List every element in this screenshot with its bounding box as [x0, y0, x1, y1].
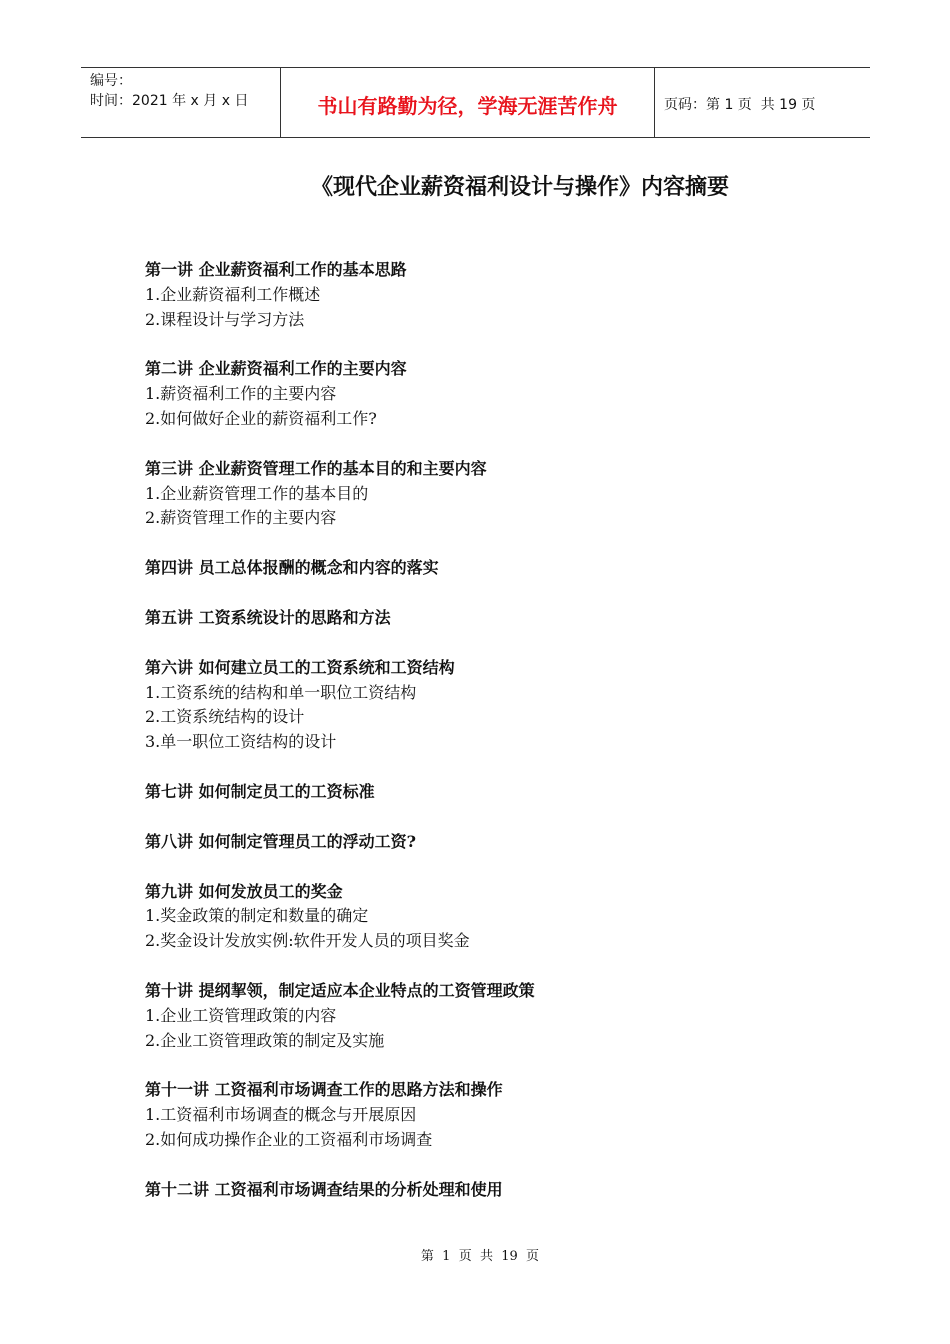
lecture-section	[145, 357, 845, 431]
document-number-label: 编号：	[90, 73, 132, 89]
lecture-section	[145, 830, 845, 855]
lecture-item: 2.薪资管理工作的主要内容	[145, 508, 337, 528]
lecture-item: 1.薪资福利工作的主要内容	[145, 384, 337, 404]
lecture-section	[145, 258, 845, 332]
lecture-section	[145, 1078, 845, 1152]
lecture-title: 第十二讲 工资福利市场调查结果的分析处理和使用	[145, 1179, 503, 1199]
lecture-section	[145, 979, 845, 1053]
lecture-section	[145, 656, 845, 755]
lecture-item: 2.工资系统结构的设计	[145, 707, 305, 727]
header-meta	[81, 68, 281, 137]
lecture-title: 第十一讲 工资福利市场调查工作的思路方法和操作	[145, 1080, 503, 1100]
lecture-item: 2.如何成功操作企业的工资福利市场调查	[145, 1129, 433, 1149]
lecture-title: 第六讲 如何建立员工的工资系统和工资结构	[145, 657, 455, 677]
lecture-section	[145, 606, 845, 631]
lecture-item: 3.单一职位工资结构的设计	[145, 732, 337, 752]
footer-page-info: 第 1 页 共 19 页	[420, 1249, 540, 1264]
page-header	[81, 67, 870, 138]
lecture-list	[145, 258, 845, 1228]
document-date-label: 时间：2021 年 x 月 x 日	[90, 93, 249, 109]
lecture-item: 2.课程设计与学习方法	[145, 309, 305, 329]
lecture-title: 第二讲 企业薪资福利工作的主要内容	[145, 359, 407, 379]
page-footer	[0, 1245, 950, 1264]
lecture-title: 第九讲 如何发放员工的奖金	[145, 881, 343, 901]
lecture-item: 1.企业薪资管理工作的基本目的	[145, 483, 369, 503]
lecture-section	[145, 880, 845, 954]
lecture-section	[145, 556, 845, 581]
lecture-title: 第一讲 企业薪资福利工作的基本思路	[145, 260, 407, 279]
lecture-section	[145, 780, 845, 805]
lecture-title: 第五讲 工资系统设计的思路和方法	[145, 607, 391, 627]
lecture-item: 2.企业工资管理政策的制定及实施	[145, 1030, 385, 1050]
lecture-item: 1.企业工资管理政策的内容	[145, 1005, 337, 1025]
lecture-item: 2.奖金设计发放实例:软件开发人员的项目奖金	[145, 931, 470, 951]
document-title: 《现代企业薪资福利设计与操作》内容摘要	[310, 175, 729, 200]
header-motto: 书山有路勤为径，学海无涯苦作舟	[281, 68, 655, 137]
lecture-title: 第八讲 如何制定管理员工的浮动工资?	[145, 831, 416, 851]
lecture-section	[145, 457, 845, 531]
lecture-item: 1.奖金政策的制定和数量的确定	[145, 906, 369, 926]
lecture-item: 1.企业薪资福利工作概述	[145, 284, 321, 304]
lecture-title: 第七讲 如何制定员工的工资标准	[145, 781, 375, 801]
header-page-info	[655, 68, 870, 137]
header-page-label: 页码：第 1 页 共 19 页	[664, 96, 816, 113]
lecture-item: 1.工资福利市场调查的概念与开展原因	[145, 1105, 417, 1125]
lecture-title: 第十讲 提纲挈领，制定适应本企业特点的工资管理政策	[145, 980, 535, 1000]
lecture-title: 第三讲 企业薪资管理工作的基本目的和主要内容	[145, 458, 487, 478]
lecture-item: 2.如何做好企业的薪资福利工作?	[145, 408, 377, 428]
lecture-title: 第四讲 员工总体报酬的概念和内容的落实	[145, 558, 439, 578]
lecture-item: 1.工资系统的结构和单一职位工资结构	[145, 682, 417, 702]
lecture-section	[145, 1178, 845, 1203]
